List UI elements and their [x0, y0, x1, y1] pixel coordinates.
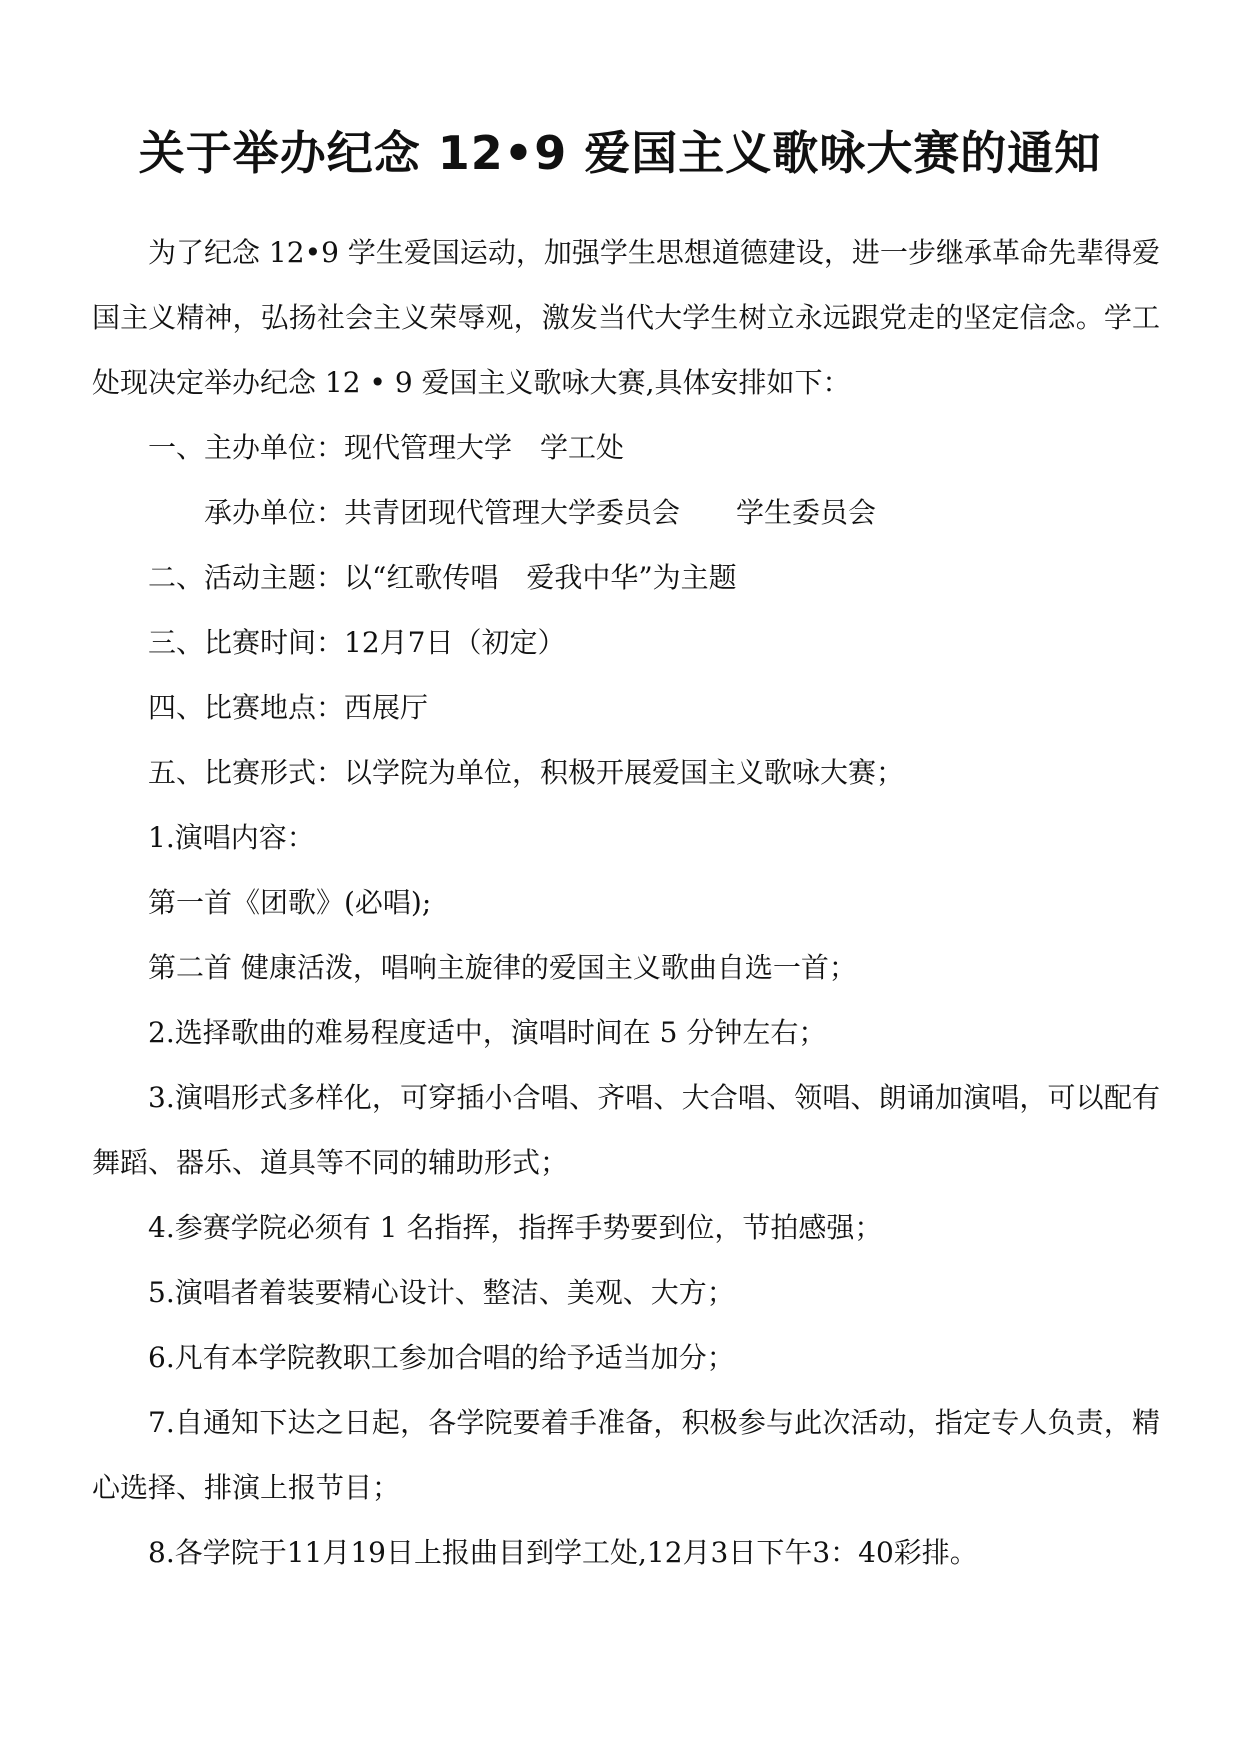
co-organizer-line: 承办单位：共青团现代管理大学委员会 学生委员会: [204, 496, 877, 529]
organizer-line: 一、主办单位：现代管理大学 学工处: [148, 431, 625, 464]
list-item: 2.选择歌曲的难易程度适中，演唱时间在 5 分钟左右；: [148, 1016, 827, 1049]
document-body: [92, 220, 1160, 1585]
list-item: 第一首《团歌》(必唱);: [148, 886, 432, 919]
time-line: 三、比赛时间：12月7日（初定）: [148, 626, 566, 659]
list-item: 1.演唱内容：: [148, 821, 315, 854]
intro-paragraph: 为了纪念 12•9 学生爱国运动，加强学生思想道德建设，进一步继承革命先辈得爱国主义精神，弘扬社会主义荣辱观，激发当代大学生树立永远跟党走的坚定信念。学工处现决定举办纪念 12 • 9 爱国主义歌咏大赛,具体安排如下：: [92, 236, 1160, 399]
theme-line: 二、活动主题：以“红歌传唱 爱我中华”为主题: [148, 561, 737, 594]
list-item: 7.自通知下达之日起，各学院要着手准备，积极参与此次活动，指定专人负责，精心选择、排演上报节目；: [92, 1406, 1160, 1504]
list-item: 6.凡有本学院教职工参加合唱的给予适当加分；: [148, 1341, 735, 1374]
venue-line: 四、比赛地点：西展厅: [148, 691, 429, 724]
document-title: 关于举办纪念 12•9 爱国主义歌咏大赛的通知: [138, 126, 1102, 180]
list-item: 4.参赛学院必须有 1 名指挥，指挥手势要到位，节拍感强；: [148, 1211, 883, 1244]
list-item: 5.演唱者着装要精心设计、整洁、美观、大方；: [148, 1276, 735, 1309]
list-item: 3.演唱形式多样化，可穿插小合唱、齐唱、大合唱、领唱、朗诵加演唱，可以配有舞蹈、器乐、道具等不同的辅助形式；: [92, 1081, 1160, 1179]
list-item: 第二首 健康活泼，唱响主旋律的爱国主义歌曲自选一首；: [148, 951, 857, 984]
list-item: 8.各学院于11月19日上报曲目到学工处,12月3日下午3：40彩排。: [148, 1536, 978, 1569]
format-line: 五、比赛形式：以学院为单位，积极开展爱国主义歌咏大赛；: [148, 756, 905, 789]
